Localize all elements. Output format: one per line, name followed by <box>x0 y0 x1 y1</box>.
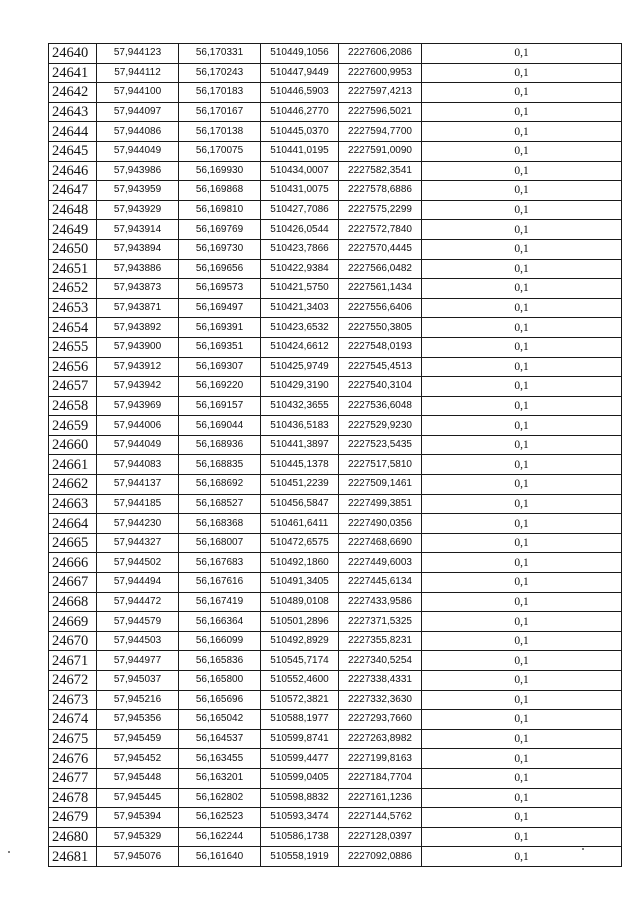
table-row <box>49 612 622 632</box>
cell-longitude: 56,163455 <box>179 749 261 769</box>
cell-accuracy: 0,1 <box>422 200 622 220</box>
cell-accuracy: 0,1 <box>422 749 622 769</box>
cell-longitude: 56,169351 <box>179 337 261 357</box>
cell-point-number: 24656 <box>49 357 97 377</box>
table-row <box>49 357 622 377</box>
cell-x-coordinate: 510599,4477 <box>261 749 339 769</box>
cell-point-number: 24652 <box>49 279 97 299</box>
cell-x-coordinate: 510588,1977 <box>261 710 339 730</box>
cell-latitude: 57,943871 <box>97 298 179 318</box>
cell-longitude: 56,162802 <box>179 788 261 808</box>
cell-y-coordinate: 2227355,8231 <box>339 631 422 651</box>
table-row <box>49 808 622 828</box>
cell-point-number: 24669 <box>49 612 97 632</box>
cell-latitude: 57,943942 <box>97 377 179 397</box>
cell-x-coordinate: 510489,0108 <box>261 592 339 612</box>
cell-y-coordinate: 2227449,6003 <box>339 553 422 573</box>
cell-accuracy: 0,1 <box>422 220 622 240</box>
cell-latitude: 57,943914 <box>97 220 179 240</box>
cell-point-number: 24660 <box>49 435 97 455</box>
cell-x-coordinate: 510599,8741 <box>261 729 339 749</box>
cell-x-coordinate: 510447,9449 <box>261 63 339 83</box>
cell-point-number: 24670 <box>49 631 97 651</box>
cell-x-coordinate: 510449,1056 <box>261 44 339 64</box>
table-row <box>49 455 622 475</box>
cell-x-coordinate: 510501,2896 <box>261 612 339 632</box>
cell-longitude: 56,169307 <box>179 357 261 377</box>
scan-speck <box>8 851 10 853</box>
cell-point-number: 24671 <box>49 651 97 671</box>
cell-latitude: 57,945459 <box>97 729 179 749</box>
cell-x-coordinate: 510491,3405 <box>261 573 339 593</box>
table-row <box>49 729 622 749</box>
cell-y-coordinate: 2227597,4213 <box>339 83 422 103</box>
cell-x-coordinate: 510432,3655 <box>261 396 339 416</box>
cell-x-coordinate: 510426,0544 <box>261 220 339 240</box>
table-row <box>49 533 622 553</box>
cell-accuracy: 0,1 <box>422 710 622 730</box>
cell-x-coordinate: 510461,6411 <box>261 514 339 534</box>
cell-y-coordinate: 2227591,0090 <box>339 141 422 161</box>
cell-x-coordinate: 510456,5847 <box>261 494 339 514</box>
cell-x-coordinate: 510425,9749 <box>261 357 339 377</box>
cell-x-coordinate: 510434,0007 <box>261 161 339 181</box>
cell-longitude: 56,169769 <box>179 220 261 240</box>
cell-latitude: 57,945037 <box>97 671 179 691</box>
cell-y-coordinate: 2227529,9230 <box>339 416 422 436</box>
cell-y-coordinate: 2227606,2086 <box>339 44 422 64</box>
cell-x-coordinate: 510586,1738 <box>261 827 339 847</box>
cell-x-coordinate: 510441,0195 <box>261 141 339 161</box>
cell-y-coordinate: 2227536,6048 <box>339 396 422 416</box>
cell-point-number: 24655 <box>49 337 97 357</box>
cell-y-coordinate: 2227578,6886 <box>339 181 422 201</box>
cell-accuracy: 0,1 <box>422 788 622 808</box>
cell-y-coordinate: 2227517,5810 <box>339 455 422 475</box>
cell-accuracy: 0,1 <box>422 396 622 416</box>
cell-accuracy: 0,1 <box>422 318 622 338</box>
cell-latitude: 57,945448 <box>97 768 179 788</box>
cell-point-number: 24650 <box>49 239 97 259</box>
cell-point-number: 24672 <box>49 671 97 691</box>
cell-accuracy: 0,1 <box>422 768 622 788</box>
cell-longitude: 56,169656 <box>179 259 261 279</box>
cell-latitude: 57,944185 <box>97 494 179 514</box>
cell-longitude: 56,166099 <box>179 631 261 651</box>
cell-latitude: 57,945216 <box>97 690 179 710</box>
cell-latitude: 57,945356 <box>97 710 179 730</box>
cell-x-coordinate: 510427,7086 <box>261 200 339 220</box>
cell-point-number: 24641 <box>49 63 97 83</box>
coordinates-table-body <box>49 44 622 867</box>
cell-longitude: 56,168368 <box>179 514 261 534</box>
cell-x-coordinate: 510445,0370 <box>261 122 339 142</box>
cell-latitude: 57,945329 <box>97 827 179 847</box>
cell-accuracy: 0,1 <box>422 651 622 671</box>
cell-y-coordinate: 2227572,7840 <box>339 220 422 240</box>
cell-accuracy: 0,1 <box>422 259 622 279</box>
table-row <box>49 768 622 788</box>
cell-x-coordinate: 510558,1919 <box>261 847 339 867</box>
cell-y-coordinate: 2227566,0482 <box>339 259 422 279</box>
cell-latitude: 57,945394 <box>97 808 179 828</box>
cell-point-number: 24648 <box>49 200 97 220</box>
table-row <box>49 592 622 612</box>
cell-longitude: 56,170331 <box>179 44 261 64</box>
cell-latitude: 57,944112 <box>97 63 179 83</box>
cell-accuracy: 0,1 <box>422 827 622 847</box>
cell-longitude: 56,169810 <box>179 200 261 220</box>
cell-y-coordinate: 2227128,0397 <box>339 827 422 847</box>
cell-point-number: 24665 <box>49 533 97 553</box>
table-row <box>49 573 622 593</box>
table-row <box>49 847 622 867</box>
cell-longitude: 56,169391 <box>179 318 261 338</box>
cell-point-number: 24649 <box>49 220 97 240</box>
table-row <box>49 141 622 161</box>
cell-y-coordinate: 2227445,6134 <box>339 573 422 593</box>
cell-longitude: 56,170243 <box>179 63 261 83</box>
cell-point-number: 24658 <box>49 396 97 416</box>
cell-accuracy: 0,1 <box>422 533 622 553</box>
cell-y-coordinate: 2227600,9953 <box>339 63 422 83</box>
cell-y-coordinate: 2227540,3104 <box>339 377 422 397</box>
cell-x-coordinate: 510421,3403 <box>261 298 339 318</box>
cell-accuracy: 0,1 <box>422 553 622 573</box>
cell-latitude: 57,944049 <box>97 141 179 161</box>
cell-latitude: 57,945445 <box>97 788 179 808</box>
cell-x-coordinate: 510545,7174 <box>261 651 339 671</box>
cell-y-coordinate: 2227509,1461 <box>339 475 422 495</box>
cell-latitude: 57,944006 <box>97 416 179 436</box>
cell-x-coordinate: 510429,3190 <box>261 377 339 397</box>
cell-latitude: 57,945076 <box>97 847 179 867</box>
cell-longitude: 56,162244 <box>179 827 261 847</box>
cell-longitude: 56,170138 <box>179 122 261 142</box>
cell-y-coordinate: 2227263,8982 <box>339 729 422 749</box>
cell-point-number: 24659 <box>49 416 97 436</box>
cell-latitude: 57,944086 <box>97 122 179 142</box>
table-row <box>49 396 622 416</box>
cell-x-coordinate: 510572,3821 <box>261 690 339 710</box>
cell-y-coordinate: 2227338,4331 <box>339 671 422 691</box>
document-page <box>48 43 621 867</box>
cell-latitude: 57,944502 <box>97 553 179 573</box>
table-row <box>49 377 622 397</box>
cell-x-coordinate: 510423,7866 <box>261 239 339 259</box>
cell-point-number: 24664 <box>49 514 97 534</box>
cell-y-coordinate: 2227092,0886 <box>339 847 422 867</box>
cell-longitude: 56,169157 <box>179 396 261 416</box>
table-row <box>49 63 622 83</box>
cell-longitude: 56,170183 <box>179 83 261 103</box>
cell-latitude: 57,944137 <box>97 475 179 495</box>
cell-y-coordinate: 2227523,5435 <box>339 435 422 455</box>
cell-longitude: 56,166364 <box>179 612 261 632</box>
cell-point-number: 24643 <box>49 102 97 122</box>
cell-point-number: 24674 <box>49 710 97 730</box>
cell-x-coordinate: 510445,1378 <box>261 455 339 475</box>
cell-longitude: 56,164537 <box>179 729 261 749</box>
cell-y-coordinate: 2227293,7660 <box>339 710 422 730</box>
cell-latitude: 57,943959 <box>97 181 179 201</box>
cell-x-coordinate: 510492,8929 <box>261 631 339 651</box>
cell-accuracy: 0,1 <box>422 612 622 632</box>
cell-y-coordinate: 2227371,5325 <box>339 612 422 632</box>
cell-point-number: 24645 <box>49 141 97 161</box>
cell-longitude: 56,168936 <box>179 435 261 455</box>
cell-point-number: 24661 <box>49 455 97 475</box>
cell-accuracy: 0,1 <box>422 239 622 259</box>
cell-point-number: 24675 <box>49 729 97 749</box>
cell-accuracy: 0,1 <box>422 671 622 691</box>
cell-latitude: 57,943892 <box>97 318 179 338</box>
table-row <box>49 102 622 122</box>
table-row <box>49 161 622 181</box>
table-row <box>49 259 622 279</box>
cell-point-number: 24640 <box>49 44 97 64</box>
cell-point-number: 24662 <box>49 475 97 495</box>
cell-accuracy: 0,1 <box>422 83 622 103</box>
cell-y-coordinate: 2227332,3630 <box>339 690 422 710</box>
cell-point-number: 24668 <box>49 592 97 612</box>
cell-x-coordinate: 510422,9384 <box>261 259 339 279</box>
table-row <box>49 651 622 671</box>
table-row <box>49 514 622 534</box>
cell-point-number: 24666 <box>49 553 97 573</box>
cell-y-coordinate: 2227340,5254 <box>339 651 422 671</box>
cell-latitude: 57,943986 <box>97 161 179 181</box>
table-row <box>49 279 622 299</box>
coordinates-table <box>48 43 622 867</box>
table-row <box>49 83 622 103</box>
cell-point-number: 24647 <box>49 181 97 201</box>
cell-accuracy: 0,1 <box>422 44 622 64</box>
cell-point-number: 24679 <box>49 808 97 828</box>
cell-latitude: 57,944327 <box>97 533 179 553</box>
cell-accuracy: 0,1 <box>422 357 622 377</box>
cell-longitude: 56,168692 <box>179 475 261 495</box>
cell-x-coordinate: 510431,0075 <box>261 181 339 201</box>
cell-longitude: 56,169044 <box>179 416 261 436</box>
cell-y-coordinate: 2227184,7704 <box>339 768 422 788</box>
table-row <box>49 690 622 710</box>
cell-y-coordinate: 2227199,8163 <box>339 749 422 769</box>
cell-point-number: 24646 <box>49 161 97 181</box>
table-row <box>49 318 622 338</box>
cell-x-coordinate: 510552,4600 <box>261 671 339 691</box>
cell-accuracy: 0,1 <box>422 63 622 83</box>
cell-latitude: 57,944049 <box>97 435 179 455</box>
cell-latitude: 57,944472 <box>97 592 179 612</box>
cell-point-number: 24654 <box>49 318 97 338</box>
cell-longitude: 56,170075 <box>179 141 261 161</box>
cell-accuracy: 0,1 <box>422 161 622 181</box>
cell-x-coordinate: 510472,6575 <box>261 533 339 553</box>
cell-y-coordinate: 2227570,4445 <box>339 239 422 259</box>
table-row <box>49 553 622 573</box>
table-row <box>49 337 622 357</box>
table-row <box>49 671 622 691</box>
cell-latitude: 57,943912 <box>97 357 179 377</box>
cell-longitude: 56,169730 <box>179 239 261 259</box>
cell-point-number: 24673 <box>49 690 97 710</box>
cell-x-coordinate: 510492,1860 <box>261 553 339 573</box>
cell-longitude: 56,161640 <box>179 847 261 867</box>
cell-longitude: 56,167616 <box>179 573 261 593</box>
cell-longitude: 56,170167 <box>179 102 261 122</box>
cell-y-coordinate: 2227433,9586 <box>339 592 422 612</box>
cell-accuracy: 0,1 <box>422 494 622 514</box>
cell-latitude: 57,944083 <box>97 455 179 475</box>
cell-y-coordinate: 2227582,3541 <box>339 161 422 181</box>
cell-accuracy: 0,1 <box>422 808 622 828</box>
cell-latitude: 57,944100 <box>97 83 179 103</box>
table-row <box>49 200 622 220</box>
cell-latitude: 57,944097 <box>97 102 179 122</box>
cell-point-number: 24642 <box>49 83 97 103</box>
cell-latitude: 57,943894 <box>97 239 179 259</box>
cell-y-coordinate: 2227575,2299 <box>339 200 422 220</box>
cell-latitude: 57,943873 <box>97 279 179 299</box>
cell-x-coordinate: 510446,5903 <box>261 83 339 103</box>
cell-y-coordinate: 2227561,1434 <box>339 279 422 299</box>
cell-y-coordinate: 2227490,0356 <box>339 514 422 534</box>
cell-accuracy: 0,1 <box>422 181 622 201</box>
table-row <box>49 435 622 455</box>
cell-x-coordinate: 510599,0405 <box>261 768 339 788</box>
table-row <box>49 44 622 64</box>
cell-latitude: 57,945452 <box>97 749 179 769</box>
cell-point-number: 24677 <box>49 768 97 788</box>
cell-latitude: 57,943969 <box>97 396 179 416</box>
cell-y-coordinate: 2227594,7700 <box>339 122 422 142</box>
cell-accuracy: 0,1 <box>422 377 622 397</box>
cell-longitude: 56,167419 <box>179 592 261 612</box>
cell-x-coordinate: 510446,2770 <box>261 102 339 122</box>
cell-y-coordinate: 2227596,5021 <box>339 102 422 122</box>
cell-accuracy: 0,1 <box>422 416 622 436</box>
cell-accuracy: 0,1 <box>422 573 622 593</box>
cell-longitude: 56,167683 <box>179 553 261 573</box>
cell-x-coordinate: 510451,2239 <box>261 475 339 495</box>
cell-longitude: 56,169220 <box>179 377 261 397</box>
table-row <box>49 239 622 259</box>
cell-accuracy: 0,1 <box>422 298 622 318</box>
cell-accuracy: 0,1 <box>422 847 622 867</box>
cell-longitude: 56,165042 <box>179 710 261 730</box>
cell-point-number: 24678 <box>49 788 97 808</box>
cell-latitude: 57,943886 <box>97 259 179 279</box>
cell-x-coordinate: 510423,6532 <box>261 318 339 338</box>
cell-accuracy: 0,1 <box>422 729 622 749</box>
cell-point-number: 24676 <box>49 749 97 769</box>
cell-accuracy: 0,1 <box>422 592 622 612</box>
table-row <box>49 181 622 201</box>
cell-accuracy: 0,1 <box>422 475 622 495</box>
table-row <box>49 788 622 808</box>
cell-y-coordinate: 2227144,5762 <box>339 808 422 828</box>
cell-longitude: 56,169497 <box>179 298 261 318</box>
cell-y-coordinate: 2227556,6406 <box>339 298 422 318</box>
cell-latitude: 57,944230 <box>97 514 179 534</box>
cell-point-number: 24653 <box>49 298 97 318</box>
cell-accuracy: 0,1 <box>422 141 622 161</box>
cell-longitude: 56,163201 <box>179 768 261 788</box>
cell-x-coordinate: 510436,5183 <box>261 416 339 436</box>
cell-accuracy: 0,1 <box>422 631 622 651</box>
cell-latitude: 57,944503 <box>97 631 179 651</box>
cell-y-coordinate: 2227545,4513 <box>339 357 422 377</box>
scan-speck <box>582 848 584 850</box>
cell-latitude: 57,944579 <box>97 612 179 632</box>
cell-accuracy: 0,1 <box>422 514 622 534</box>
cell-point-number: 24651 <box>49 259 97 279</box>
cell-longitude: 56,168527 <box>179 494 261 514</box>
cell-longitude: 56,165836 <box>179 651 261 671</box>
cell-y-coordinate: 2227468,6690 <box>339 533 422 553</box>
cell-latitude: 57,944123 <box>97 44 179 64</box>
cell-point-number: 24681 <box>49 847 97 867</box>
cell-y-coordinate: 2227550,3805 <box>339 318 422 338</box>
cell-accuracy: 0,1 <box>422 279 622 299</box>
cell-accuracy: 0,1 <box>422 337 622 357</box>
cell-point-number: 24667 <box>49 573 97 593</box>
table-row <box>49 220 622 240</box>
cell-point-number: 24644 <box>49 122 97 142</box>
cell-x-coordinate: 510593,3474 <box>261 808 339 828</box>
cell-x-coordinate: 510421,5750 <box>261 279 339 299</box>
table-row <box>49 749 622 769</box>
cell-y-coordinate: 2227161,1236 <box>339 788 422 808</box>
cell-x-coordinate: 510424,6612 <box>261 337 339 357</box>
table-row <box>49 631 622 651</box>
cell-accuracy: 0,1 <box>422 455 622 475</box>
table-row <box>49 710 622 730</box>
table-row <box>49 122 622 142</box>
cell-accuracy: 0,1 <box>422 690 622 710</box>
cell-longitude: 56,169868 <box>179 181 261 201</box>
table-row <box>49 298 622 318</box>
cell-longitude: 56,165800 <box>179 671 261 691</box>
cell-longitude: 56,168835 <box>179 455 261 475</box>
cell-latitude: 57,944494 <box>97 573 179 593</box>
cell-latitude: 57,943900 <box>97 337 179 357</box>
cell-y-coordinate: 2227499,3851 <box>339 494 422 514</box>
cell-point-number: 24657 <box>49 377 97 397</box>
cell-accuracy: 0,1 <box>422 102 622 122</box>
cell-longitude: 56,162523 <box>179 808 261 828</box>
cell-longitude: 56,165696 <box>179 690 261 710</box>
cell-longitude: 56,168007 <box>179 533 261 553</box>
cell-point-number: 24663 <box>49 494 97 514</box>
table-row <box>49 827 622 847</box>
cell-x-coordinate: 510441,3897 <box>261 435 339 455</box>
cell-x-coordinate: 510598,8832 <box>261 788 339 808</box>
cell-accuracy: 0,1 <box>422 122 622 142</box>
cell-latitude: 57,943929 <box>97 200 179 220</box>
table-row <box>49 494 622 514</box>
cell-longitude: 56,169930 <box>179 161 261 181</box>
table-row <box>49 475 622 495</box>
cell-latitude: 57,944977 <box>97 651 179 671</box>
cell-y-coordinate: 2227548,0193 <box>339 337 422 357</box>
cell-point-number: 24680 <box>49 827 97 847</box>
cell-longitude: 56,169573 <box>179 279 261 299</box>
cell-accuracy: 0,1 <box>422 435 622 455</box>
table-row <box>49 416 622 436</box>
